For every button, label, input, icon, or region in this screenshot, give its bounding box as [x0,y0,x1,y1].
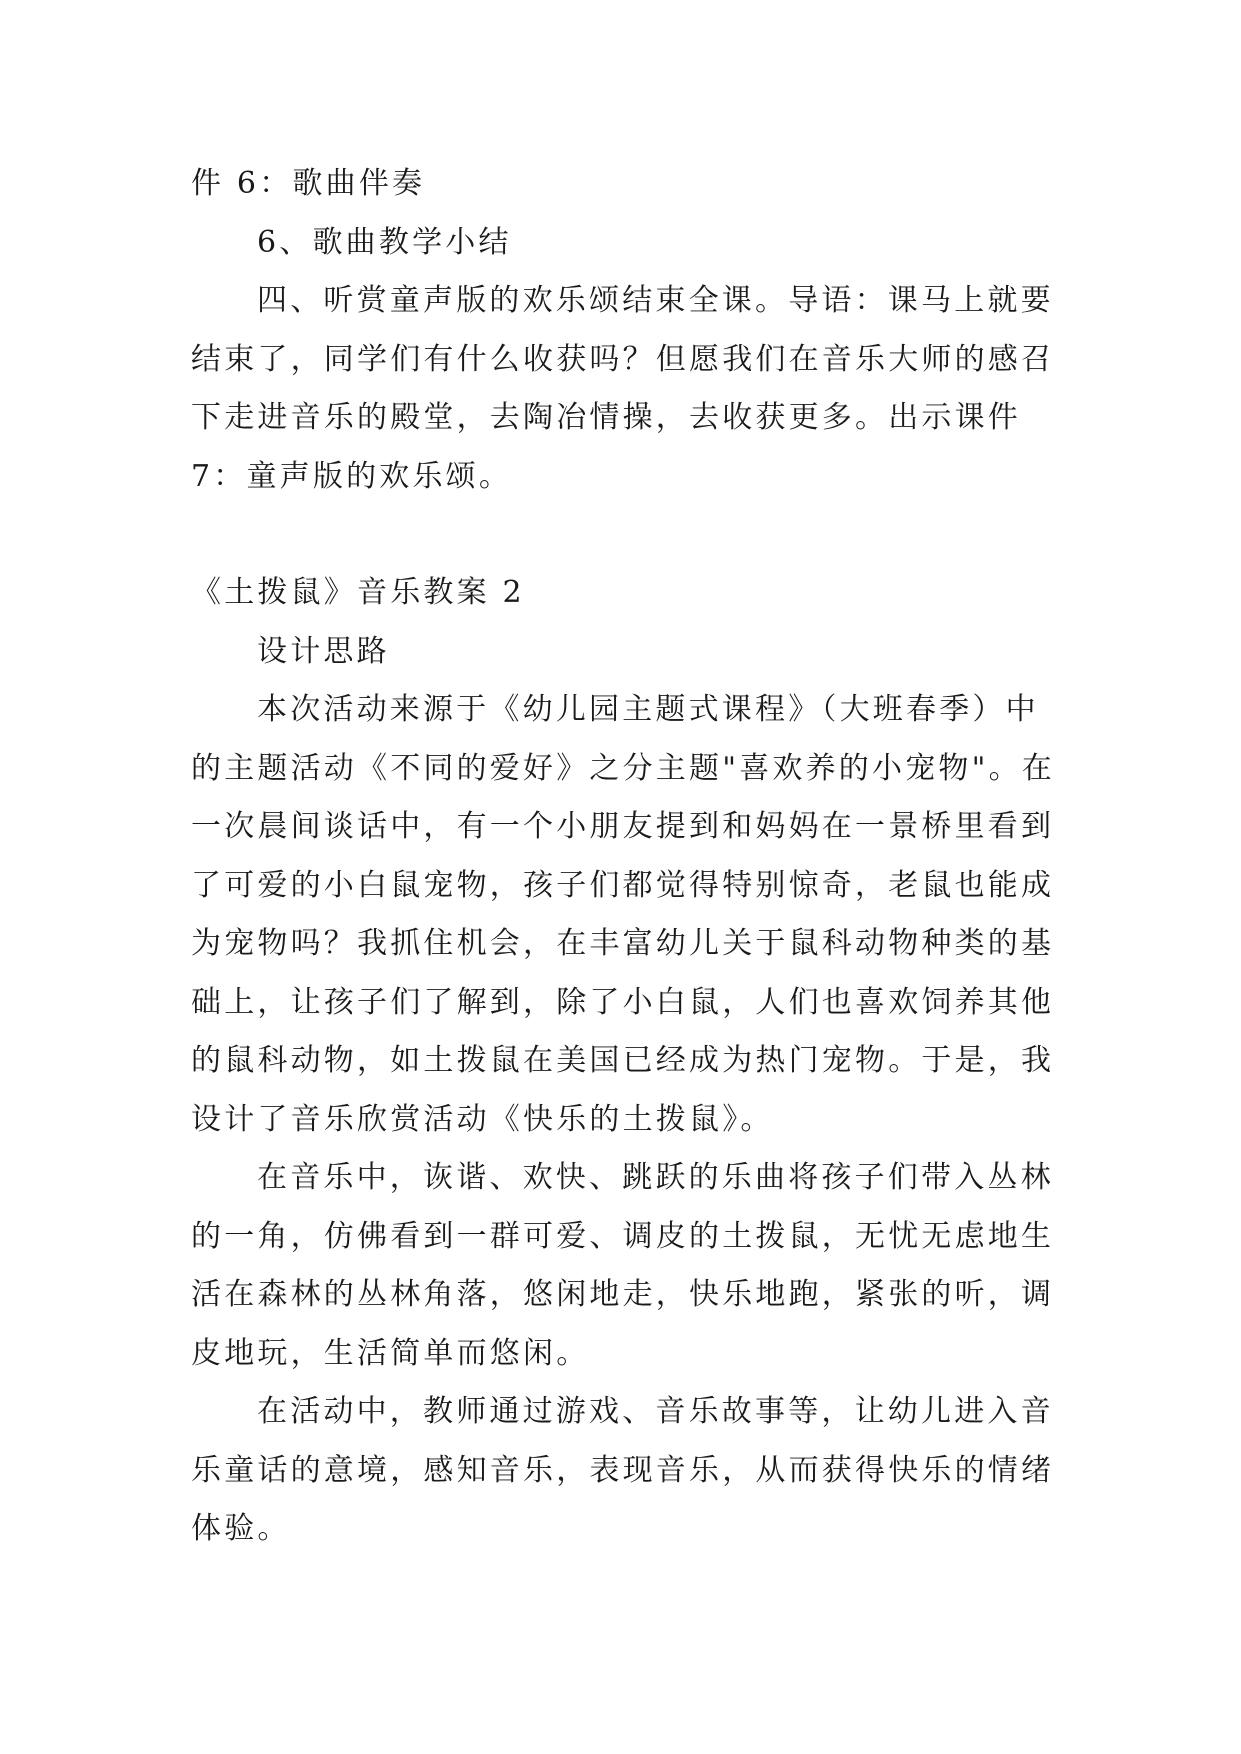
paragraph-music-description: 在音乐中，诙谐、欢快、跳跃的乐曲将孩子们带入丛林的一角，仿佛看到一群可爱、调皮的土拨鼠，无忧无虑地生活在森林的丛林角落，悠闲地走，快乐地跑，紧张的听，调皮地玩，生活简单而悠闲。 [191,1160,1055,1371]
paragraph-closing: 四、听赏童声版的欢乐颂结束全课。导语：课马上就要结束了，同学们有什么收获吗？但愿我们在音乐大师的感召下走进音乐的殿堂，去陶冶情操，去收获更多。出示课件 7：童声版的欢乐颂。 [191,283,1055,494]
section-gap [191,506,1061,564]
paragraph-activity-method: 在活动中，教师通过游戏、音乐故事等，让幼儿进入音乐童话的意境，感知音乐，表现音乐，从而获得快乐的情绪体验。 [191,1394,1055,1546]
paragraph-attachment-6: 件 6：歌曲伴奏 [191,166,426,201]
paragraph-song-summary: 6、歌曲教学小结 [257,224,512,260]
section-title: 《土拨鼠》音乐教案 2 [191,575,525,610]
paragraph-design-idea-heading: 设计思路 [257,633,390,669]
document-body [191,155,1061,1559]
paragraph-activity-source: 本次活动来源于《幼儿园主题式课程》（大班春季）中的主题活动《不同的爱好》之分主题"喜欢养的小宠物"。在一次晨间谈话中，有一个小朋友提到和妈妈在一景桥里看到了可爱的小白鼠宠物，孩子们都觉得特别惊奇，老鼠也能成为宠物吗？我抓住机会，在丰富幼儿关于鼠科动物种类的基础上，让孩子们了解到，除了小白鼠，人们也喜欢饲养其他的鼠科动物，如土拨鼠在美国已经成为热门宠物。于是，我设计了音乐欣赏活动《快乐的土拨鼠》。 [191,692,1055,1137]
